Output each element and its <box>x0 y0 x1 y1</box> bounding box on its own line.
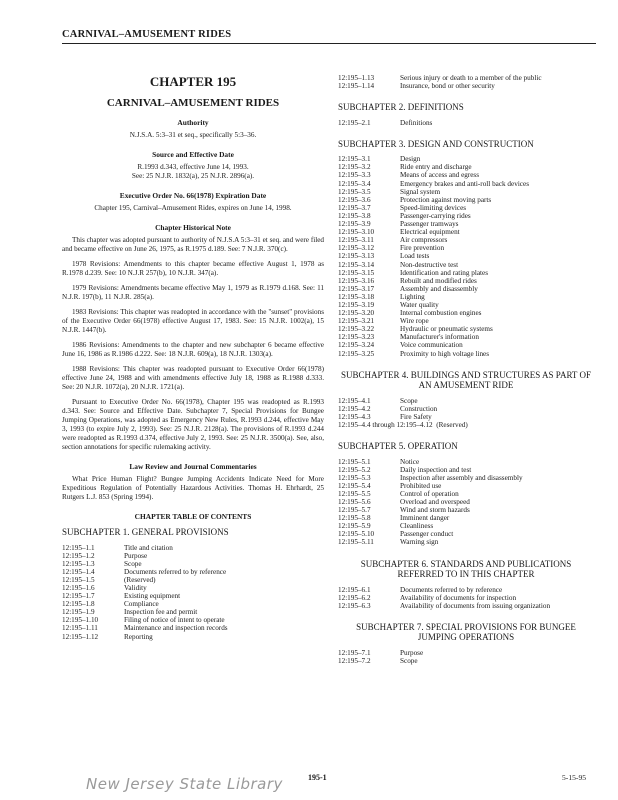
section-title: Fire prevention <box>400 244 445 253</box>
toc-entry <box>338 285 529 293</box>
section-title: Prohibited use <box>400 481 442 490</box>
section-number: 12:195–3.13 <box>338 252 375 261</box>
section-title: (Reserved) <box>436 420 468 429</box>
section-title: Means of access and egress <box>400 171 480 180</box>
subchapter-5-title: SUBCHAPTER 5. OPERATION <box>338 441 458 451</box>
toc-entry <box>338 228 529 236</box>
law-review-heading: Law Review and Journal Commentaries <box>129 462 257 471</box>
library-stamp: New Jersey State Library <box>86 775 283 793</box>
section-number: 12:195–1.2 <box>62 551 95 560</box>
section-title: Cleanliness <box>400 522 434 531</box>
section-number: 12:195–3.21 <box>338 317 375 326</box>
section-title: Existing equipment <box>124 592 181 601</box>
toc-entry <box>338 413 468 421</box>
section-title: Design <box>400 155 421 164</box>
section-number: 12:195–3.14 <box>338 260 375 269</box>
history-heading: Chapter Historical Note <box>155 223 231 232</box>
subchapter-3-toc <box>338 155 529 357</box>
section-number: 12:195–3.25 <box>338 349 375 358</box>
section-title: Protection against moving parts <box>400 195 492 204</box>
section-title: Notice <box>400 457 420 466</box>
toc-entry <box>338 602 550 610</box>
section-number: 12:195–3.17 <box>338 284 375 293</box>
subchapter-5-toc <box>338 458 523 547</box>
section-number: 12:195–3.12 <box>338 244 375 253</box>
subchapter-7-title: SUBCHAPTER 7. SPECIAL PROVISIONS FOR BUNGEE JUMPING OPERATIONS <box>356 621 576 643</box>
subchapter-4-toc <box>338 397 468 429</box>
section-title: Availability of documents from issuing organization <box>400 601 551 610</box>
section-number: 12:195–1.14 <box>338 82 375 91</box>
toc-entry <box>62 633 228 641</box>
section-title: Title and citation <box>124 543 173 552</box>
section-title: Daily inspection and test <box>400 465 472 474</box>
toc-entry <box>338 277 529 285</box>
toc-entry <box>338 82 542 90</box>
section-title: Manufacturer's information <box>400 333 479 342</box>
toc-entry <box>338 458 523 466</box>
section-title: Compliance <box>124 600 159 609</box>
toc-entry <box>338 350 529 358</box>
toc-entry <box>62 608 228 616</box>
toc-entry <box>338 155 529 163</box>
executive-order-text: Chapter 195, Carnival–Amusement Rides, expires on June 14, 1998. <box>94 204 292 212</box>
section-number: 12:195–5.10 <box>338 530 375 539</box>
section-title: Scope <box>400 396 418 405</box>
section-title: Lighting <box>400 292 425 301</box>
section-number: 12:195–3.7 <box>338 203 371 212</box>
section-title: Water quality <box>400 300 439 309</box>
toc-entry <box>338 522 523 530</box>
section-title: Voice communication <box>400 341 463 350</box>
section-title: Passenger-carrying rides <box>400 211 471 220</box>
toc-entry <box>338 220 529 228</box>
section-title: Definitions <box>400 118 433 127</box>
toc-entry <box>338 649 423 657</box>
history-paragraph: 1988 Revisions: This chapter was readopted pursuant to Executive Order 66(1978) effective June 24, 1988 and with amendments effective July 18, 1988 as R.1988 d.333. See: 20 N.J.R. 1072(a), 20 N.J.R. 1721(a). <box>62 365 324 391</box>
section-title: Internal combustion engines <box>400 309 482 318</box>
left-column <box>62 74 324 651</box>
section-number: 12:195–3.6 <box>338 195 371 204</box>
toc-entry <box>338 309 529 317</box>
section-number: 12:195–6.2 <box>338 593 371 602</box>
section-title: (Reserved) <box>124 575 156 584</box>
section-number: 12:195–1.6 <box>62 583 95 592</box>
history-paragraph: 1983 Revisions: This chapter was readopted in accordance with the "sunset" provisions of the Executive Order 66(1978) effective August 17, 1983. See: 15 N.J.R. 1002(a), 15 N.J.R. 1447(b). <box>62 308 324 334</box>
toc-entry <box>338 74 542 82</box>
revision-date: 5-15-95 <box>562 773 587 782</box>
toc-entry <box>62 592 228 600</box>
section-number: 12:195–6.1 <box>338 585 371 594</box>
section-title: Control of operation <box>400 489 459 498</box>
subchapter-4-title: SUBCHAPTER 4. BUILDINGS AND STRUCTURES AS PART OF AN AMUSEMENT RIDE <box>340 369 591 391</box>
section-title: Proximity to high voltage lines <box>400 349 490 358</box>
chapter-title: CARNIVAL–AMUSEMENT RIDES <box>106 97 280 109</box>
header-rule <box>62 43 596 44</box>
toc-entry <box>62 568 228 576</box>
subchapter-7-toc <box>338 649 423 665</box>
section-title: Purpose <box>400 648 424 657</box>
section-title: Passenger conduct <box>400 530 454 539</box>
toc-entry <box>338 171 529 179</box>
section-number: 12:195–1.13 <box>338 74 375 82</box>
section-number: 12:195–7.2 <box>338 656 371 665</box>
section-number: 12:195–3.18 <box>338 292 375 301</box>
section-number: 12:195–1.7 <box>62 592 95 601</box>
section-number: 12:195–5.6 <box>338 497 371 506</box>
section-number: 12:195–5.7 <box>338 506 371 515</box>
toc-entry <box>338 498 523 506</box>
toc-entry <box>62 552 228 560</box>
source-line-2: See: 25 N.J.R. 1832(a), 25 N.J.R. 2896(a). <box>131 172 255 180</box>
section-number: 12:195–1.1 <box>62 543 95 552</box>
section-number: 12:195–3.8 <box>338 211 371 220</box>
history-paragraph: 1979 Revisions: Amendments became effective May 1, 1979 as R.1979 d.168. See: 11 N.J.R. 197(b), 11 N.J.R. 285(a). <box>62 284 324 301</box>
section-number: 12:195–3.2 <box>338 163 371 172</box>
section-number: 12:195–5.3 <box>338 473 371 482</box>
section-number: 12:195–3.3 <box>338 171 371 180</box>
section-title: Signal system <box>400 187 441 196</box>
page-number: 195-1 <box>308 773 327 782</box>
section-number: 12:195–1.3 <box>62 559 95 568</box>
section-number: 12:195–1.8 <box>62 600 95 609</box>
toc-entry <box>338 252 529 260</box>
toc-entry <box>338 466 523 474</box>
section-number: 12:195–3.1 <box>338 155 371 164</box>
source-heading: Source and Effective Date <box>152 150 234 159</box>
source-line-1: R.1993 d.343, effective June 14, 1993. <box>137 163 249 171</box>
toc-entry <box>338 657 423 665</box>
section-title: Assembly and disassembly <box>400 284 478 293</box>
history-paragraph: This chapter was adopted pursuant to authority of N.J.S.A 5:3–31 et seq. and were filed and became effective on June 26, 1975, as R.1975 d.189. See: 7 N.J.R. 370(c). <box>62 236 324 253</box>
subchapter-2-title: SUBCHAPTER 2. DEFINITIONS <box>338 102 464 113</box>
section-title: Maintenance and inspection records <box>124 624 228 633</box>
section-title: Overload and overspeed <box>400 497 470 506</box>
toc-entry <box>338 421 468 429</box>
section-title: Availability of documents for inspection <box>400 593 517 602</box>
section-title: Wire rope <box>400 317 429 326</box>
section-number: 12:195–3.4 <box>338 179 371 188</box>
toc-entry <box>338 514 523 522</box>
law-review-text: What Price Human Flight? Bungee Jumping Accidents Indicate Need for More Expeditious Regulation of Potentially Hazardous Activities. Thomas H. Ehrhardt, 25 Rutgers L.J. 853 (Spring 1994). <box>62 475 324 501</box>
toc-entry <box>338 301 529 309</box>
subchapter-6-toc <box>338 586 550 610</box>
section-title: Emergency brakes and anti-roll back devices <box>400 179 529 188</box>
section-title: Non-destructive test <box>400 260 459 269</box>
subchapter-1-toc <box>62 544 228 641</box>
section-number: 12:195–6.3 <box>338 601 371 610</box>
section-number: 12:195–3.5 <box>338 187 371 196</box>
section-number: 12:195–4.3 <box>338 412 371 421</box>
section-number: 12:195–1.5 <box>62 575 95 584</box>
toc-entry <box>338 293 529 301</box>
section-title: Purpose <box>124 551 148 560</box>
section-title: Inspection after assembly and disassembly <box>400 473 523 482</box>
toc-entry <box>62 600 228 608</box>
chapter-number: CHAPTER 195 <box>149 74 237 89</box>
toc-entry <box>338 333 529 341</box>
section-title: Speed-limiting devices <box>400 203 467 212</box>
section-title: Passenger tramways <box>400 220 459 229</box>
section-title: Construction <box>400 404 438 413</box>
section-number: 12:195–5.5 <box>338 489 371 498</box>
section-number: 12:195–4.2 <box>338 404 371 413</box>
toc-entry <box>62 560 228 568</box>
section-number: 12:195–1.10 <box>62 616 99 625</box>
section-title: Air compressors <box>400 236 448 245</box>
section-title: Hydraulic or pneumatic systems <box>400 325 493 334</box>
toc-entry <box>338 594 550 602</box>
section-title: Documents referred to by reference <box>124 567 227 576</box>
toc-entry <box>338 204 529 212</box>
section-number: 12:195–1.4 <box>62 567 95 576</box>
section-title: Serious injury or death to a member of the public <box>400 74 542 82</box>
section-title: Identification and rating plates <box>400 268 489 277</box>
executive-order-heading: Executive Order No. 66(1978) Expiration Date <box>119 191 267 200</box>
section-number: 12:195–3.9 <box>338 220 371 229</box>
toc-entry <box>62 544 228 552</box>
section-title: Electrical equipment <box>400 228 460 237</box>
section-title: Scope <box>400 656 418 665</box>
toc-entry <box>62 584 228 592</box>
section-title: Wind and storm hazards <box>400 506 470 515</box>
section-number: 12:195–5.9 <box>338 522 371 531</box>
section-number: 12:195–3.15 <box>338 268 375 277</box>
section-title: Filing of notice of intent to operate <box>124 616 225 625</box>
section-number: 12:195–5.8 <box>338 514 371 523</box>
running-head: CARNIVAL–AMUSEMENT RIDES <box>62 29 232 40</box>
toc-entry <box>338 341 529 349</box>
source-text <box>62 163 324 181</box>
toc-entry <box>338 474 523 482</box>
toc-entry <box>338 244 529 252</box>
history-paragraph: Pursuant to Executive Order No. 66(1978), Chapter 195 was readopted as R.1993 d.343. See: Source and Effective Date. Subchapter 7, Special Provisions for Bungee Jumping Operations, was adopted as Emergency New Rules, R.1993 d.244, effective May 3, 1993 (to expire July 2, 1993). See: 25 N.J.R. 2128(a). The provisions of R.1993 d.244 were readopted as R.1993 d.374, effective July 2, 1993. See: 25 N.J.R. 3500(a). See, also, section annotations for specific rulemaking activity. <box>62 398 324 451</box>
history-paragraph: 1978 Revisions: Amendments to this chapter became effective August 1, 1978 as R.1978 d.239. See: 10 N.J.R 257(b), 10 N.J.R. 347(a). <box>62 260 324 277</box>
toc-entry <box>338 163 529 171</box>
toc-entry <box>338 325 529 333</box>
section-number: 12:195–5.11 <box>338 538 374 547</box>
section-number: 12:195–1.11 <box>62 624 98 633</box>
section-title: Load tests <box>400 252 430 261</box>
section-title: Inspection fee and permit <box>124 608 198 617</box>
toc-entry <box>338 196 529 204</box>
section-number: 12:195–3.22 <box>338 325 375 334</box>
toc-entry <box>338 317 529 325</box>
section-number: 12:195–3.16 <box>338 276 375 285</box>
subchapter-2-toc <box>338 119 432 127</box>
subchapter-1-toc-continued <box>338 74 542 90</box>
section-number: 12:195–1.12 <box>62 632 99 641</box>
section-number: 12:195–1.9 <box>62 608 95 617</box>
toc-entry <box>338 490 523 498</box>
subchapter-1-title: SUBCHAPTER 1. GENERAL PROVISIONS <box>62 527 229 537</box>
toc-entry <box>338 397 468 405</box>
toc-entry <box>338 180 529 188</box>
history-paragraph: 1986 Revisions: Amendments to the chapter and new subchapter 6 became effective June 16, 1986 as R.1986 d.222. See: 18 N.J.R. 609(a), 18 N.J.R. 1303(a). <box>62 341 324 358</box>
section-number: 12:195–7.1 <box>338 648 371 657</box>
toc-entry <box>62 624 228 632</box>
section-title: Warning sign <box>400 538 439 547</box>
section-number: 12:195–5.4 <box>338 481 371 490</box>
section-title: Reporting <box>124 632 153 641</box>
toc-entry <box>338 269 529 277</box>
section-number: 12:195–5.1 <box>338 457 371 466</box>
section-number: 12:195–3.11 <box>338 236 374 245</box>
section-number: 12:195–2.1 <box>338 118 371 127</box>
toc-entry <box>338 236 529 244</box>
subchapter-6-title: SUBCHAPTER 6. STANDARDS AND PUBLICATIONS REFERRED TO IN THIS CHAPTER <box>360 558 572 580</box>
section-number: 12:195–3.19 <box>338 300 375 309</box>
subchapter-3-title: SUBCHAPTER 3. DESIGN AND CONSTRUCTION <box>338 138 534 149</box>
authority-text: N.J.S.A. 5:3–31 et seq., specifically 5:3–36. <box>129 131 257 139</box>
section-title: Documents referred to by reference <box>400 585 503 594</box>
section-title: Insurance, bond or other security <box>400 82 495 91</box>
toc-entry <box>62 576 228 584</box>
section-number: 12:195–3.23 <box>338 333 375 342</box>
right-column <box>338 74 594 675</box>
section-title: Rebuilt and modified rides <box>400 276 477 285</box>
section-number: 12:195–4.1 <box>338 396 371 405</box>
section-title: Validity <box>124 583 147 592</box>
toc-entry <box>338 586 550 594</box>
section-title: Scope <box>124 559 142 568</box>
toc-entry <box>338 405 468 413</box>
toc-entry <box>338 212 529 220</box>
section-number: 12:195–3.20 <box>338 309 375 318</box>
toc-entry <box>338 538 523 546</box>
toc-entry <box>62 616 228 624</box>
toc-entry <box>338 482 523 490</box>
authority-heading: Authority <box>177 118 209 127</box>
toc-heading: CHAPTER TABLE OF CONTENTS <box>134 512 252 521</box>
toc-entry <box>338 119 432 127</box>
section-number: 12:195–5.2 <box>338 465 371 474</box>
toc-entry <box>338 261 529 269</box>
section-number: 12:195–3.24 <box>338 341 375 350</box>
section-number: 12:195–4.4 through 12:195–4.12 <box>338 420 433 429</box>
toc-entry <box>338 506 523 514</box>
toc-entry <box>338 530 523 538</box>
toc-entry-combined <box>338 421 468 429</box>
section-title: Imminent danger <box>400 514 450 523</box>
section-number: 12:195–3.10 <box>338 228 375 237</box>
toc-entry <box>338 188 529 196</box>
section-title: Ride entry and discharge <box>400 163 472 172</box>
section-title: Fire Safety <box>400 412 432 421</box>
